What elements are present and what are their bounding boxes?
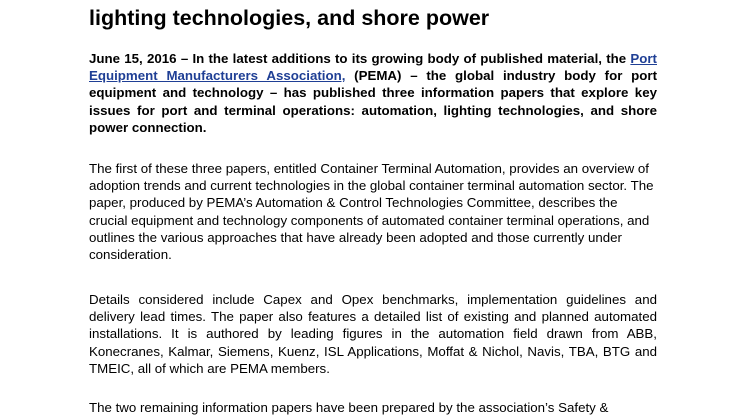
body-paragraph-remaining-papers: The two remaining information papers have been prepared by the association’s Safety & [89, 400, 609, 415]
press-release-heading: lighting technologies, and shore power [89, 6, 490, 30]
body-paragraph-automation-paper: The first of these three papers, entitled Container Terminal Automation, provides an overview of adoption trends and current technologies in the global container terminal automation sector. The paper, produced by PEMA’s Automation & Control Technologies Committee, describes the crucial equipment and technology components of automated container terminal operations, and outlines the various approaches that have already been adopted and those currently under consideration. [89, 161, 654, 263]
lead-paragraph [89, 50, 657, 136]
body-paragraph-details: Details considered include Capex and Opex benchmarks, implementation guidelines and delivery lead times. The paper also features a detailed list of existing and planned automated installations. It is authored by leading figures in the automation field drawn from ABB, Konecranes, Kalmar, Siemens, Kuenz, ISL Applications, Moffat & Nichol, Navis, TBA, BTG and TMEIC, all of which are PEMA members. [89, 292, 657, 376]
pema-website-link[interactable]: Port Equipment Manufacturers Association, [89, 51, 657, 84]
release-date: June 15, 2016 [89, 51, 177, 66]
lead-summary-text: (PEMA) – the global industry body for port equipment and technology – has published three information papers that explore key issues for port and terminal operations: automation, lighting technologies, and shore power connection. [89, 68, 657, 135]
lead-intro-text: – In the latest additions to its growing body of published material, the [176, 51, 631, 66]
